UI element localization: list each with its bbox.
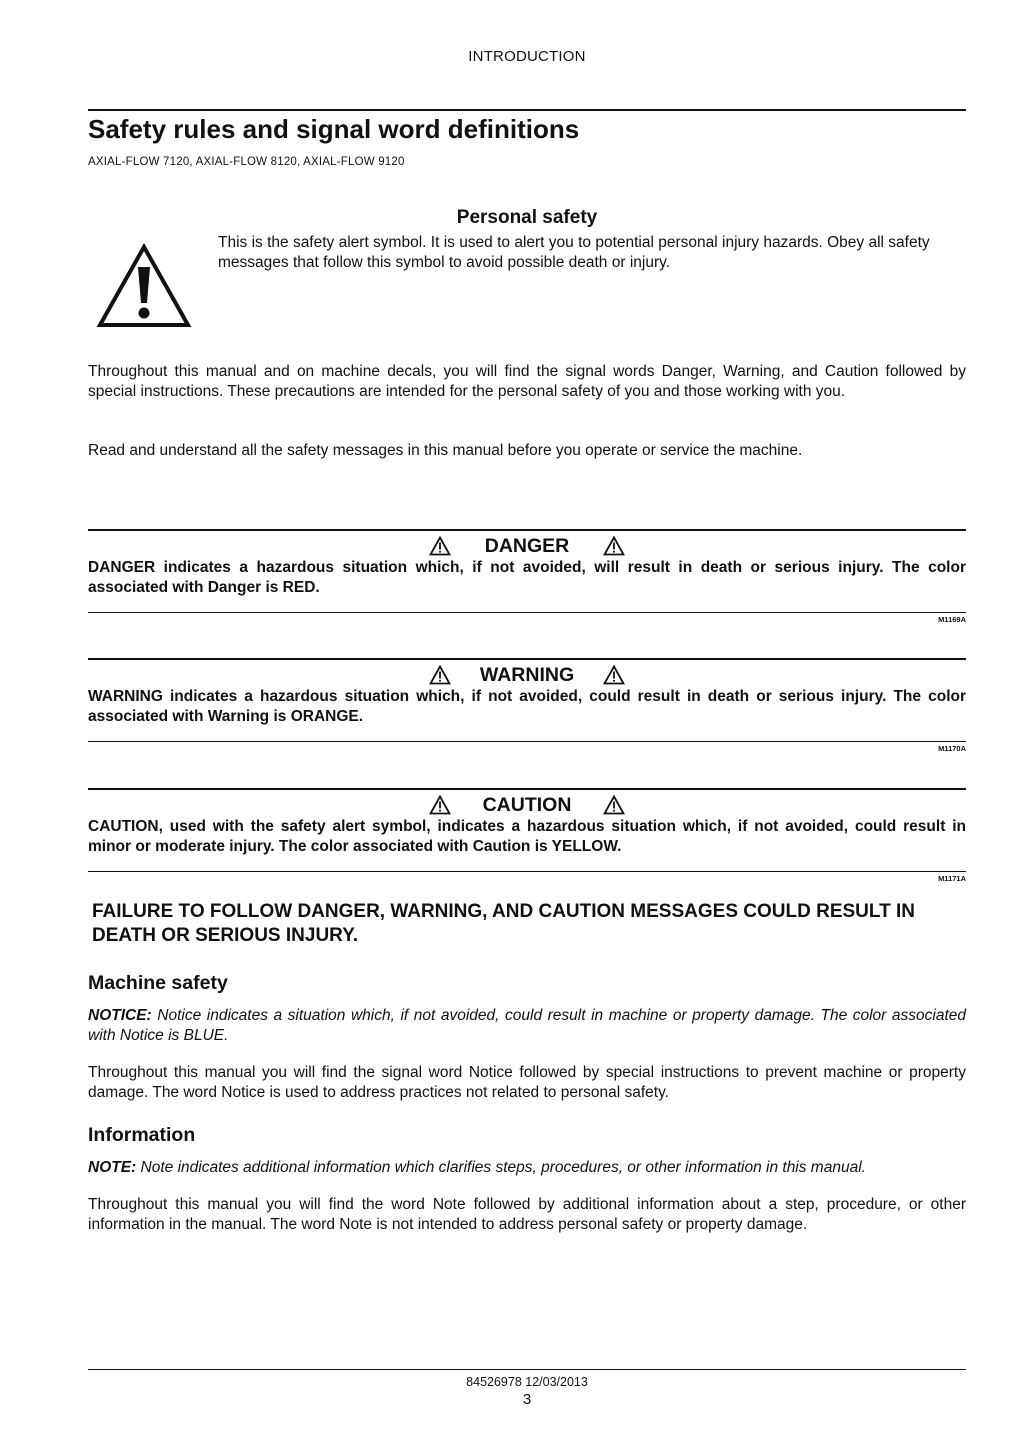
warning-triangle-icon [603,795,625,815]
danger-ref-code: M1169A [938,615,966,624]
note-definition [88,1158,966,1178]
danger-word: DANGER [484,534,570,557]
signal-words-paragraph: Throughout this manual and on machine decals, you will find the signal words Danger, Warning, and Caution followed by special instructions. These precautions are intended for the personal safety of you and those working with you. [88,363,966,400]
safety-alert-description: This is the safety alert symbol. It is used to alert you to potential personal injury hazards. Obey all safety messages that follow this symbol to avoid possible death or injury. [218,234,930,271]
caution-word: CAUTION [482,793,572,816]
danger-top-rule [88,529,966,531]
caution-heading [88,792,966,818]
model-list: AXIAL-FLOW 7120, AXIAL-FLOW 8120, AXIAL-FLOW 9120 [88,156,405,168]
caution-ref-code: M1171A [938,874,966,883]
warning-triangle-icon [429,536,451,556]
failure-warning-statement: FAILURE TO FOLLOW DANGER, WARNING, AND CAUTION MESSAGES COULD RESULT IN DEATH OR SERIOUS INJURY. [92,901,915,946]
danger-definition: DANGER indicates a hazardous situation which, if not avoided, will result in death or serious injury. The color associated with Danger is RED. [88,559,966,596]
notice-label: NOTICE: [88,1007,152,1024]
notice-text: Notice indicates a situation which, if not avoided, could result in machine or property damage. The color associated with Notice is BLUE. [88,1007,966,1044]
caution-top-rule [88,788,966,790]
note-text: Note indicates additional information which clarifies steps, procedures, or other information in this manual. [140,1159,866,1176]
caution-bottom-rule [88,871,966,872]
note-label: NOTE: [88,1159,137,1176]
caution-definition: CAUTION, used with the safety alert symbol, indicates a hazardous situation which, if not avoided, could result in minor or moderate injury. The color associated with Caution is YELLOW. [88,818,966,855]
warning-bottom-rule [88,741,966,742]
page-title: Safety rules and signal word definitions [88,114,580,144]
page-number: 3 [522,1391,532,1408]
information-heading: Information [88,1124,196,1146]
footer-doc-reference: 84526978 12/03/2013 [466,1375,588,1389]
warning-top-rule [88,658,966,660]
machine-safety-heading: Machine safety [88,972,228,994]
danger-heading [88,533,966,559]
footer-rule [88,1369,966,1370]
warning-triangle-icon [603,536,625,556]
header-rule [88,109,966,111]
warning-triangle-icon [603,665,625,685]
note-paragraph: Throughout this manual you will find the word Note followed by additional information about a step, procedure, or other information in the manual. The word Note is not intended to address personal safety or property damage. [88,1196,966,1233]
warning-definition: WARNING indicates a hazardous situation which, if not avoided, could result in death or serious injury. The color associated with Warning is ORANGE. [88,688,966,725]
warning-heading [88,662,966,688]
running-header: INTRODUCTION [468,48,586,65]
safety-alert-triangle-icon [96,243,192,329]
notice-paragraph: Throughout this manual you will find the signal word Notice followed by special instructions to prevent machine or property damage. The word Notice is used to address practices not related to personal safety. [88,1064,966,1101]
notice-definition [88,1006,966,1046]
read-understand-paragraph: Read and understand all the safety messages in this manual before you operate or service the machine. [88,442,803,459]
danger-bottom-rule [88,612,966,613]
warning-word: WARNING [479,663,575,686]
personal-safety-heading: Personal safety [456,207,598,228]
warning-ref-code: M1170A [938,744,966,753]
warning-triangle-icon [429,795,451,815]
warning-triangle-icon [429,665,451,685]
